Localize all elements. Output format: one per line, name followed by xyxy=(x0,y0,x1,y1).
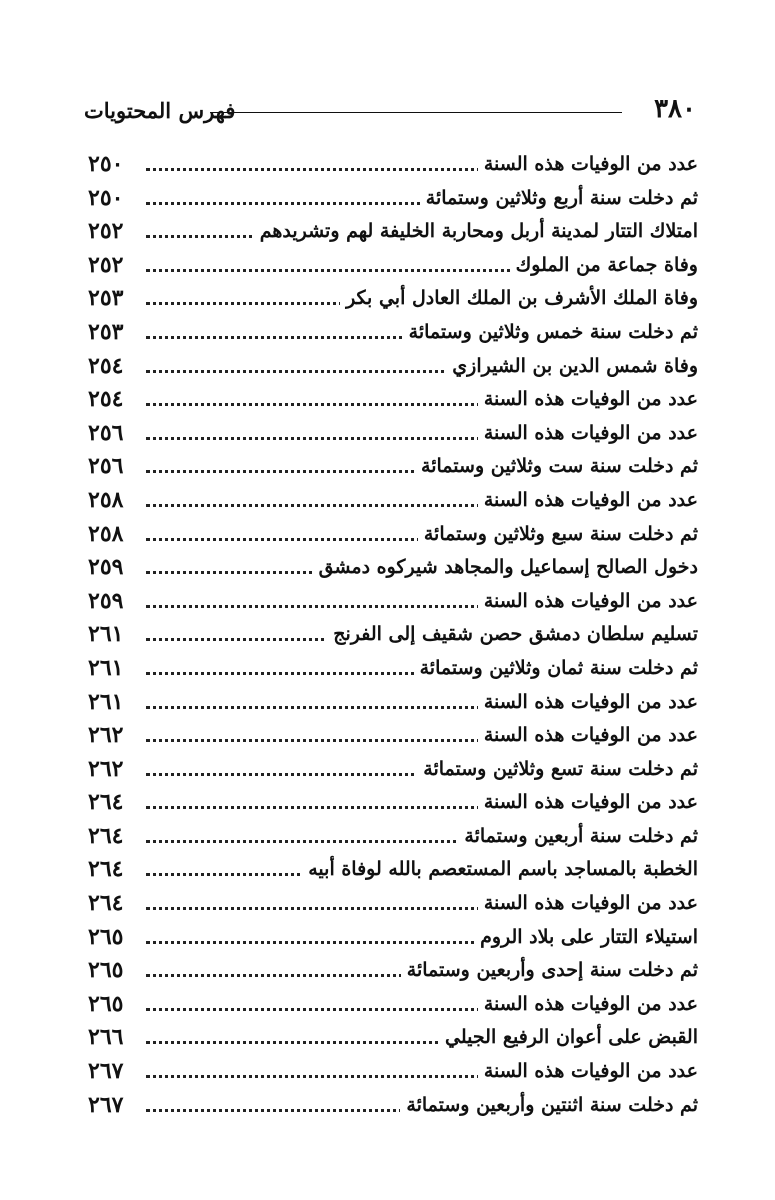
running-title: فهرس المحتويات xyxy=(84,98,236,123)
page-header xyxy=(84,94,696,134)
toc-entry-title: القبض على أعوان الرفيع الجيلي xyxy=(439,1021,698,1055)
toc-entry-title: ثم دخلت سنة خمس وثلاثين وستمائة xyxy=(403,316,698,350)
toc-entry-title: عدد من الوفيات هذه السنة xyxy=(478,417,698,451)
toc-entry-page: ٢٦٦ xyxy=(88,1024,124,1051)
toc-entry-title: عدد من الوفيات هذه السنة xyxy=(478,383,698,417)
toc-entry xyxy=(88,786,698,820)
toc-entry-title: عدد من الوفيات هذه السنة xyxy=(478,786,698,820)
toc-entry-page: ٢٦٥ xyxy=(88,990,124,1017)
toc-entry-page: ٢٦٤ xyxy=(88,890,124,917)
toc-entry-page: ٢٦١ xyxy=(88,688,124,715)
toc-entry-title: دخول الصالح إسماعيل والمجاهد شيركوه دمشق xyxy=(313,551,698,585)
toc-entry xyxy=(88,249,698,283)
toc-entry-page: ٢٥٦ xyxy=(88,419,124,446)
toc-entry-title: عدد من الوفيات هذه السنة xyxy=(478,148,698,182)
toc-entry-page: ٢٥٢ xyxy=(88,218,124,245)
toc-entry xyxy=(88,719,698,753)
toc-entry-title: وفاة جماعة من الملوك xyxy=(510,249,698,283)
toc-entry-title: استيلاء التتار على بلاد الروم xyxy=(474,921,698,955)
toc-entry-title: ثم دخلت سنة أربع وثلاثين وستمائة xyxy=(420,182,698,216)
toc-entry-title: عدد من الوفيات هذه السنة xyxy=(478,686,698,720)
table-of-contents xyxy=(88,148,698,1122)
toc-entry-page: ٢٥٣ xyxy=(88,318,124,345)
toc-entry-page: ٢٥٣ xyxy=(88,285,124,312)
toc-entry xyxy=(88,585,698,619)
toc-entry-title: امتلاك التتار لمدينة أربل ومحاربة الخليفة لهم وتشريدهم xyxy=(254,215,698,249)
toc-entry xyxy=(88,350,698,384)
toc-entry xyxy=(88,1055,698,1089)
toc-entry xyxy=(88,887,698,921)
toc-entry-title: عدد من الوفيات هذه السنة xyxy=(478,1055,698,1089)
toc-entry xyxy=(88,1021,698,1055)
toc-entry-page: ٢٦١ xyxy=(88,654,124,681)
toc-entry xyxy=(88,686,698,720)
toc-entry-title: عدد من الوفيات هذه السنة xyxy=(478,585,698,619)
toc-entry xyxy=(88,652,698,686)
toc-entry-page: ٢٥٦ xyxy=(88,453,124,480)
toc-entry xyxy=(88,282,698,316)
toc-entry-page: ٢٦٢ xyxy=(88,722,124,749)
toc-entry xyxy=(88,853,698,887)
toc-entry-page: ٢٦١ xyxy=(88,621,124,648)
toc-entry xyxy=(88,417,698,451)
page-number: ٣٨٠ xyxy=(654,94,696,124)
toc-entry xyxy=(88,215,698,249)
toc-entry xyxy=(88,518,698,552)
toc-entry-page: ٢٦٧ xyxy=(88,1058,124,1085)
toc-entry xyxy=(88,921,698,955)
toc-entry-page: ٢٦٢ xyxy=(88,755,124,782)
toc-entry-title: ثم دخلت سنة إحدى وأربعين وستمائة xyxy=(401,954,698,988)
toc-entry-page: ٢٥٨ xyxy=(88,520,124,547)
toc-entry xyxy=(88,618,698,652)
toc-entry-page: ٢٥٨ xyxy=(88,486,124,513)
toc-entry xyxy=(88,450,698,484)
toc-entry-title: تسليم سلطان دمشق حصن شقيف إلى الفرنج xyxy=(327,618,698,652)
toc-entry xyxy=(88,954,698,988)
toc-entry-title: ثم دخلت سنة تسع وثلاثين وستمائة xyxy=(417,753,698,787)
toc-entry xyxy=(88,316,698,350)
toc-entry xyxy=(88,383,698,417)
toc-entry xyxy=(88,753,698,787)
toc-entry-title: وفاة شمس الدين بن الشيرازي xyxy=(446,350,698,384)
toc-entry xyxy=(88,820,698,854)
toc-entry-title: وفاة الملك الأشرف بن الملك العادل أبي بكر xyxy=(340,282,698,316)
toc-entry xyxy=(88,551,698,585)
toc-entry xyxy=(88,484,698,518)
toc-entry-title: عدد من الوفيات هذه السنة xyxy=(478,988,698,1022)
toc-entry-page: ٢٦٥ xyxy=(88,923,124,950)
toc-entry-page: ٢٦٤ xyxy=(88,789,124,816)
toc-entry-page: ٢٥٩ xyxy=(88,554,124,581)
toc-entry-page: ٢٥٠ xyxy=(88,151,124,177)
toc-entry-title: ثم دخلت سنة ثمان وثلاثين وستمائة xyxy=(414,652,698,686)
toc-entry xyxy=(88,148,698,182)
toc-entry-page: ٢٥٢ xyxy=(88,251,124,278)
toc-entry-page: ٢٥٤ xyxy=(88,352,124,379)
toc-entry-title: عدد من الوفيات هذه السنة xyxy=(478,484,698,518)
toc-entry-page: ٢٥٤ xyxy=(88,386,124,413)
toc-entry-title: عدد من الوفيات هذه السنة xyxy=(478,887,698,921)
toc-entry-page: ٢٦٧ xyxy=(88,1091,124,1118)
toc-entry-page: ٢٦٤ xyxy=(88,856,124,883)
toc-entry-page: ٢٥٠ xyxy=(88,184,124,211)
toc-entry xyxy=(88,988,698,1022)
toc-entry-title: الخطبة بالمساجد باسم المستعصم بالله لوفاة أبيه xyxy=(302,853,698,887)
header-rule xyxy=(210,112,622,113)
toc-entry-page: ٢٦٤ xyxy=(88,822,124,849)
toc-entry-title: ثم دخلت سنة سبع وثلاثين وستمائة xyxy=(418,518,698,552)
toc-entry-title: ثم دخلت سنة اثنتين وأربعين وستمائة xyxy=(400,1089,698,1123)
toc-entry xyxy=(88,182,698,216)
toc-entry-title: ثم دخلت سنة أربعين وستمائة xyxy=(458,820,698,854)
toc-entry-page: ٢٦٥ xyxy=(88,957,124,984)
toc-entry-page: ٢٥٩ xyxy=(88,587,124,614)
toc-entry-title: عدد من الوفيات هذه السنة xyxy=(478,719,698,753)
toc-entry-title: ثم دخلت سنة ست وثلاثين وستمائة xyxy=(415,450,698,484)
toc-entry xyxy=(88,1089,698,1123)
